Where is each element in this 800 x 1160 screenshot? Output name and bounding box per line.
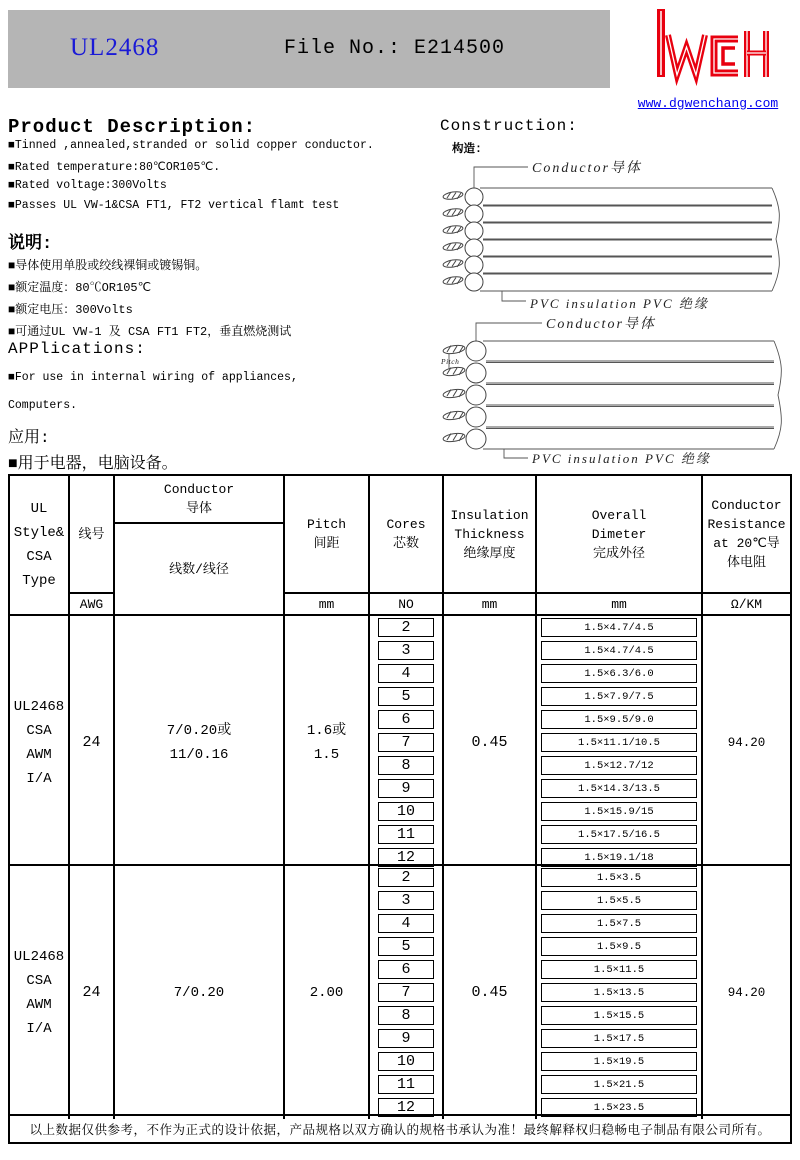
od-value: 1.5×5.5	[541, 891, 697, 910]
pd-item: ■Tinned ,annealed,stranded or solid copper conductor.	[8, 139, 374, 152]
header-cores: Cores 芯数 NO	[370, 476, 444, 614]
cores-value: 3	[378, 891, 434, 910]
od-value: 1.5×7.5	[541, 914, 697, 933]
unit-no: NO	[398, 596, 414, 612]
od-value: 1.5×12.7/12	[541, 756, 697, 775]
pvc-insulation-label: PVC insulation PVC 绝缘	[532, 451, 711, 466]
pd-item: ■Rated voltage:300Volts	[8, 179, 167, 192]
od-value: 1.5×9.5/9.0	[541, 710, 697, 729]
od-value: 1.5×9.5	[541, 937, 697, 956]
pd-item: ■Rated temperature:80℃OR105℃.	[8, 161, 221, 174]
resistance-cell: 94.20	[727, 985, 766, 1000]
overall-diameter-column	[537, 616, 703, 869]
cores-value: 10	[378, 802, 434, 821]
cores-value: 11	[378, 1075, 434, 1094]
cores-value: 3	[378, 641, 434, 660]
od-value: 1.5×19.1/18	[541, 848, 697, 867]
od-value: 1.5×7.9/7.5	[541, 687, 697, 706]
product-code: UL2468	[70, 34, 160, 61]
applications-line2: Computers.	[8, 399, 78, 412]
cn-item: ■导体使用单股或绞线裸铜或镀锡铜。	[8, 259, 208, 273]
header-insulation-thickness: Insulation Thickness 绝缘厚度 mm	[444, 476, 537, 614]
ribbon-cable-diagram-2	[440, 311, 792, 466]
od-value: 1.5×14.3/13.5	[541, 779, 697, 798]
product-description-list	[8, 139, 374, 219]
od-value: 1.5×17.5/16.5	[541, 825, 697, 844]
description-cn-title: 说明:	[8, 235, 53, 254]
pitch-cell: 2.00	[285, 866, 370, 1119]
file-number: File No.: E214500	[284, 37, 506, 60]
cores-value: 10	[378, 1052, 434, 1071]
cores-value: 6	[378, 960, 434, 979]
od-value: 1.5×17.5	[541, 1029, 697, 1048]
applications-line1: ■For use in internal wiring of appliances,	[8, 371, 298, 384]
od-value: 1.5×4.7/4.5	[541, 641, 697, 660]
pitch-cell: 1.6或 1.5	[285, 616, 370, 869]
description-cn-list	[8, 256, 291, 344]
conductor-label: Conductor导体	[532, 161, 642, 176]
cores-value: 11	[378, 825, 434, 844]
conductor-cell: 7/0.20	[115, 866, 285, 1119]
applications-cn-item: ■用于电器，电脑设备。	[8, 455, 178, 473]
unit-awg: AWG	[79, 596, 104, 612]
pd-item: ■Passes UL VW-1&CSA FT1, FT2 vertical flamt test	[8, 199, 340, 212]
od-value: 1.5×15.5	[541, 1006, 697, 1025]
header-wire-number: 线号 AWG	[70, 476, 115, 614]
construction-title: Construction:	[440, 117, 578, 135]
cores-value: 12	[378, 1098, 434, 1117]
ribbon-cable-diagram-1	[440, 155, 792, 311]
header-overall-diameter: Overall Dimeter 完成外径 mm	[537, 476, 703, 614]
cores-value: 5	[378, 937, 434, 956]
cores-value: 7	[378, 983, 434, 1002]
header-conductor: Conductor 导体 线数/线径	[115, 476, 285, 614]
cores-column	[370, 866, 444, 1119]
od-value: 1.5×23.5	[541, 1098, 697, 1117]
applications-title: APPlications:	[8, 340, 146, 358]
ul-style-cell: UL2468 CSA AWM I/A	[10, 616, 70, 869]
unit-mm: mm	[481, 596, 498, 612]
od-value: 1.5×3.5	[541, 868, 697, 887]
cores-column	[370, 616, 444, 869]
od-value: 1.5×4.7/4.5	[541, 618, 697, 637]
cores-value: 2	[378, 618, 434, 637]
cores-value: 5	[378, 687, 434, 706]
unit-mm: mm	[318, 596, 335, 612]
cores-value: 7	[378, 733, 434, 752]
unit-ohm-km: Ω/KM	[730, 596, 763, 612]
header-ul-style: UL Style& CSA Type	[10, 476, 70, 614]
header-conductor-resistance: Conductor Resistance at 20℃导 体电阻 Ω/KM	[703, 476, 790, 614]
insulation-cell: 0.45	[444, 866, 537, 1119]
cn-item: ■额定电压：300Volts	[8, 303, 133, 317]
insulation-cell: 0.45	[444, 616, 537, 869]
cores-value: 4	[378, 914, 434, 933]
od-value: 1.5×13.5	[541, 983, 697, 1002]
cores-value: 2	[378, 868, 434, 887]
awg-cell: 24	[70, 866, 115, 1119]
cores-value: 4	[378, 664, 434, 683]
spec-table-header	[10, 476, 790, 616]
pvc-insulation-label: PVC insulation PVC 绝缘	[530, 296, 709, 311]
cores-value: 12	[378, 848, 434, 867]
spec-section-2	[10, 866, 790, 1116]
cores-value: 8	[378, 1006, 434, 1025]
od-value: 1.5×19.5	[541, 1052, 697, 1071]
od-value: 1.5×11.1/10.5	[541, 733, 697, 752]
od-value: 1.5×6.3/6.0	[541, 664, 697, 683]
resistance-cell: 94.20	[727, 735, 766, 750]
website-link[interactable]: www.dgwenchang.com	[637, 96, 779, 111]
cn-item: ■额定温度：80℃OR105℃	[8, 281, 152, 295]
spec-section-1	[10, 616, 790, 866]
unit-mm: mm	[611, 596, 627, 612]
cores-value: 9	[378, 1029, 434, 1048]
header-bar	[8, 10, 610, 88]
spec-table	[8, 474, 792, 1144]
cn-item: ■可通过UL VW-1 及 CSA FT1 FT2，垂直燃烧测试	[8, 325, 292, 339]
construction-subtitle: 构造:	[452, 143, 482, 156]
cores-value: 8	[378, 756, 434, 775]
od-value: 1.5×21.5	[541, 1075, 697, 1094]
wch-logo-icon	[646, 4, 776, 92]
cores-value: 6	[378, 710, 434, 729]
header-pitch: Pitch 间距 mm	[285, 476, 370, 614]
conductor-cell: 7/0.20或 11/0.16	[115, 616, 285, 869]
od-value: 1.5×15.9/15	[541, 802, 697, 821]
awg-cell: 24	[70, 616, 115, 869]
disclaimer-note: 以上数据仅供参考，不作为正式的设计依据，产品规格以双方确认的规格书承认为准！最终解释权归稳畅电子制品有限公司所有。	[29, 1124, 771, 1138]
conductor-label: Conductor导体	[546, 317, 656, 332]
od-value: 1.5×11.5	[541, 960, 697, 979]
pitch-label: Pitch	[441, 357, 460, 366]
applications-cn-title: 应用:	[8, 429, 50, 447]
ul-style-cell: UL2468 CSA AWM I/A	[10, 866, 70, 1119]
product-description-title: Product Description:	[8, 116, 257, 138]
overall-diameter-column	[537, 866, 703, 1119]
cores-value: 9	[378, 779, 434, 798]
